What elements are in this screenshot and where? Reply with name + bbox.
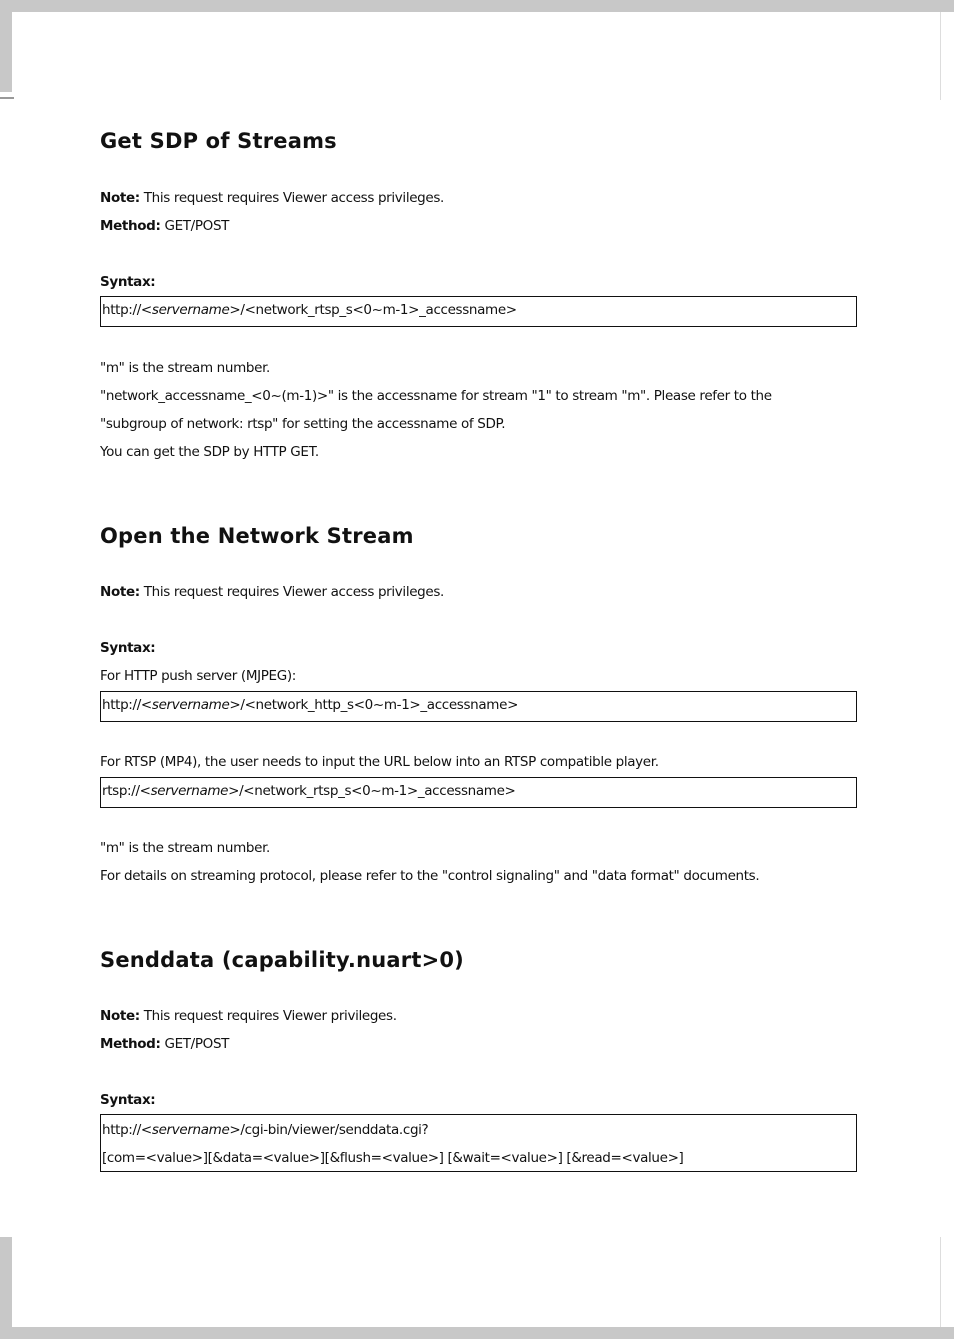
page-tick-mark [0, 97, 14, 99]
note-text: This request requires Viewer privileges. [139, 1008, 397, 1024]
note-label: Note: [100, 190, 140, 206]
paragraph-line: "m" is the stream number. [100, 840, 270, 856]
url-servername: <servername> [140, 1122, 241, 1138]
note-text: This request requires Viewer access privileges. [139, 190, 444, 206]
note-text: This request requires Viewer access privileges. [139, 584, 444, 600]
url-suffix: /<network_rtsp_s<0~m-1>_accessname> [240, 302, 517, 318]
method-label: Method: [100, 1036, 161, 1052]
syntax-box-rtsp [100, 777, 857, 808]
syntax-box-http [100, 691, 857, 722]
method-line [100, 1035, 229, 1053]
url-suffix: /<network_rtsp_s<0~m-1>_accessname> [239, 783, 516, 799]
page-frame-bottom [0, 1327, 954, 1339]
note-label: Note: [100, 1008, 140, 1024]
page-edge-right-top [940, 12, 941, 100]
paragraph-line: You can get the SDP by HTTP GET. [100, 444, 319, 460]
url-prefix: http:// [102, 1122, 141, 1138]
section-title-senddata: Senddata (capability.nuart>0) [100, 948, 464, 972]
section-title-open-network-stream: Open the Network Stream [100, 524, 414, 548]
method-text: GET/POST [160, 1036, 230, 1052]
url-prefix: http:// [102, 697, 141, 713]
note-label: Note: [100, 584, 140, 600]
url-servername: <servername> [139, 783, 240, 799]
note-line [100, 189, 444, 207]
syntax-label: Syntax: [100, 274, 156, 290]
paragraph-line: For details on streaming protocol, please refer to the "control signaling" and "data format" documents. [100, 868, 760, 884]
url-servername: <servername> [140, 302, 241, 318]
page-edge-right-bottom [940, 1237, 941, 1327]
url-line-2: [com=<value>][&data=<value>][&flush=<value>] [&wait=<value>] [&read=<value>] [102, 1150, 684, 1166]
url-suffix: /cgi-bin/viewer/senddata.cgi? [240, 1122, 429, 1138]
http-push-label: For HTTP push server (MJPEG): [100, 668, 296, 684]
syntax-label: Syntax: [100, 1092, 156, 1108]
url-servername: <servername> [140, 697, 241, 713]
syntax-label: Syntax: [100, 640, 156, 656]
page-frame-left-bottom [0, 1237, 12, 1339]
paragraph-line: "m" is the stream number. [100, 360, 270, 376]
url-line-1 [102, 1116, 856, 1144]
method-text: GET/POST [160, 218, 230, 234]
note-line [100, 1007, 397, 1025]
syntax-box [100, 296, 857, 327]
note-line [100, 583, 444, 601]
syntax-box-senddata [100, 1114, 857, 1172]
paragraph-line: "network_accessname_<0~(m-1)>" is the accessname for stream "1" to stream "m". Please refer to the [100, 388, 772, 404]
page-frame-left-top [0, 0, 12, 92]
section-title-get-sdp: Get SDP of Streams [100, 129, 337, 153]
rtsp-label: For RTSP (MP4), the user needs to input the URL below into an RTSP compatible player. [100, 754, 659, 770]
url-prefix: http:// [102, 302, 141, 318]
paragraph-line: "subgroup of network: rtsp" for setting the accessname of SDP. [100, 416, 506, 432]
method-label: Method: [100, 218, 161, 234]
page-frame-top [0, 0, 954, 12]
url-prefix: rtsp:// [102, 783, 140, 799]
method-line [100, 217, 229, 235]
url-suffix: /<network_http_s<0~m-1>_accessname> [240, 697, 519, 713]
